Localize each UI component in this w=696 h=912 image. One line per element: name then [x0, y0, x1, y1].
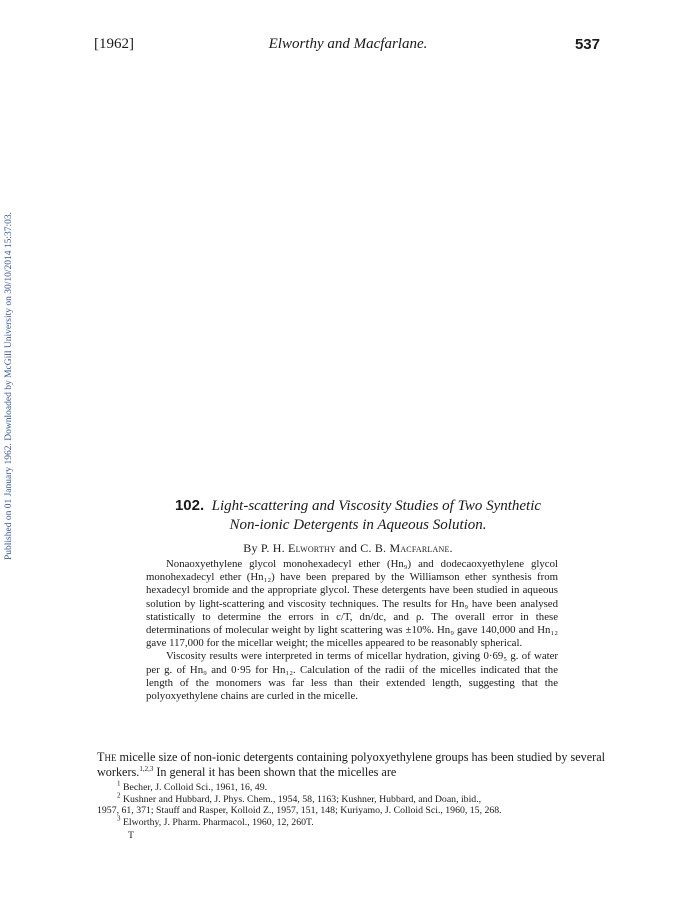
title-line-1: Light-scattering and Viscosity Studies of Two Synthetic [211, 498, 542, 514]
article-number: 102. [174, 497, 205, 514]
footnotes [97, 779, 605, 828]
abstract-paragraph-1: Nonaoxyethylene glycol monohexadecyl ether (Hn₉) and dodecaoxyethylene glycol monohexadecyl ether (Hn₁₂) have been prepared by the Williamson ether synthesis from hexadecyl bromide and the appropriate glycol. These detergents have been studied in aqueous solution by light-scattering and viscosity techniques. The results for Hn₉ have been analysed statistically to determine the errors in c/T, dn/dc, and ρ. The overall error in these determinations of molecular weight by light scattering was ±10%. Hn₉ gave 140,000 and Hn₁₂ gave 117,000 for the micellar weight; the micelles appeared to be reasonably spherical. [146, 558, 558, 650]
byline [0, 541, 696, 556]
body-text-b: In general it has been shown that the micelles are [153, 765, 397, 779]
author-2: C. B. Macfarlane. [360, 541, 453, 555]
footnote [97, 814, 605, 829]
page-number: 537 [574, 36, 600, 53]
download-watermark [4, 160, 18, 560]
signature-mark: T [128, 830, 134, 841]
article-title [128, 496, 588, 535]
byline-and: and [339, 541, 358, 555]
byline-by: By [243, 541, 258, 555]
title-line-2: Non-ionic Detergents in Aqueous Solution. [229, 517, 487, 533]
footnote-continuation [97, 805, 605, 817]
footnote-text: 1957, 61, 371; Stauff and Rasper, Kolloid Z., 1957, 151, 148; Kuriyamo, J. Colloid Sci., 1960, 15, 268. [97, 805, 502, 817]
download-notice: Published on 01 January 1962. Downloaded by McGill University on 30/10/2014 15:37:03. [4, 211, 14, 560]
body-paragraph [97, 750, 605, 780]
footnote-mark: 3 [117, 814, 121, 823]
author-1: P. H. Elworthy [260, 541, 336, 555]
footnote-text: Kushner and Hubbard, J. Phys. Chem., 1954, 58, 1163; Kushner, Hubbard, and Doan, ibid., [122, 793, 482, 805]
journal-year: [1962] [94, 36, 134, 52]
footnote [97, 791, 605, 806]
body-text-a: micelle size of non-ionic detergents containing polyoxyethylene groups has been studied by several workers. [97, 750, 605, 779]
body-lead: The [97, 750, 117, 764]
running-head: Elworthy and Macfarlane. [268, 36, 428, 52]
footnote-text: Becher, J. Colloid Sci., 1961, 16, 49. [122, 782, 268, 793]
abstract [146, 558, 558, 703]
reference-marks: 1,2,3 [139, 764, 154, 773]
footnote [97, 779, 605, 794]
abstract-paragraph-2: Viscosity results were interpreted in terms of micellar hydration, giving 0·69₅ g. of water per g. of Hn₉ and 0·95 for Hn₁₂. Calculation of the radii of the micelles indicated that the length of the monomers was far less than their extended length, suggesting that the polyoxyethylene chains are curled in the micelle. [146, 650, 558, 703]
footnote-mark: 2 [117, 791, 121, 800]
footnote-mark: 1 [117, 779, 121, 788]
footnote-text: Elworthy, J. Pharm. Pharmacol., 1960, 12, 260T. [122, 816, 314, 828]
